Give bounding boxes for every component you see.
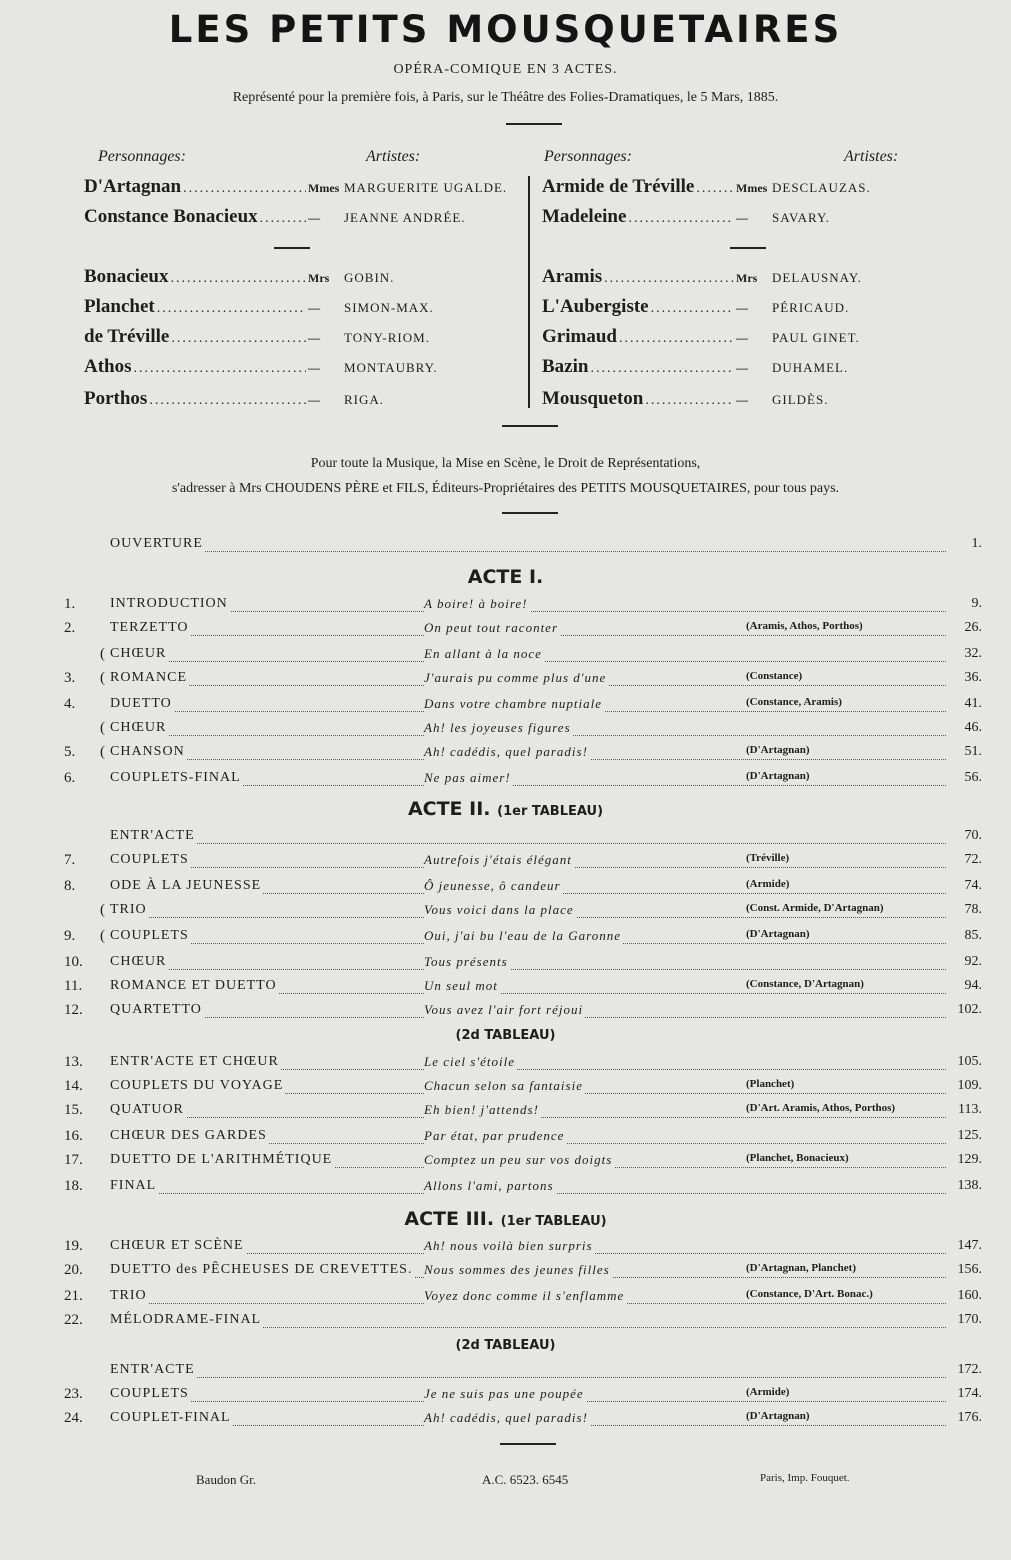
singers: (Aramis, Athos, Porthos) [746, 620, 863, 632]
page-number: 170. [957, 1312, 982, 1327]
artist-name: DUHAMEL. [772, 360, 849, 375]
number: 22. [64, 1312, 83, 1328]
role-name: Porthos [84, 388, 148, 409]
incipit: Oui, j'ai bu l'eau de la Garonne [424, 928, 622, 943]
piece-title: DUETTO DE L'ARITHMÉTIQUE [110, 1152, 333, 1167]
artist-name: GOBIN. [344, 270, 395, 285]
cast-row [84, 388, 524, 414]
singers: (D'Artagnan) [746, 928, 810, 940]
singers: (D'Artagnan) [746, 770, 810, 782]
page-number: 36. [964, 670, 982, 685]
honorific: — [308, 331, 320, 345]
cast-row [542, 326, 952, 352]
contents-row [64, 828, 986, 852]
act-3-tableau-1: (1er TABLEAU) [500, 1214, 607, 1229]
leader-dots [645, 393, 734, 409]
page-number: 160. [957, 1288, 982, 1303]
number: 11. [64, 978, 83, 994]
page-number: 129. [957, 1152, 982, 1167]
page-number: 41. [964, 696, 982, 711]
piece-title: TRIO [110, 902, 147, 917]
artist-name: DESCLAUZAS. [772, 180, 871, 195]
number: 3. [64, 670, 76, 686]
singers: (Constance, Aramis) [746, 696, 842, 708]
role-name: Armide de Tréville [542, 176, 695, 197]
cast-column-divider [528, 176, 530, 408]
singers: (Planchet) [746, 1078, 795, 1090]
brace: ( [100, 744, 105, 760]
role-name: Bonacieux [84, 266, 169, 287]
number: 21. [64, 1288, 83, 1304]
page-number: 176. [957, 1410, 982, 1425]
piece-title: FINAL [110, 1178, 157, 1193]
page-number: 46. [964, 720, 982, 735]
piece-title: DUETTO [110, 696, 172, 711]
leader-dots [171, 331, 306, 347]
contents-row [64, 1102, 986, 1126]
number: 8. [64, 878, 76, 894]
piece-title: ENTR'ACTE ET CHŒUR [110, 1054, 279, 1069]
page-number: 72. [964, 852, 982, 867]
contents-row [64, 1410, 986, 1434]
contents-row [64, 744, 986, 768]
number: 2. [64, 620, 76, 636]
number: 19. [64, 1238, 83, 1254]
number: 14. [64, 1078, 83, 1094]
page-number: 32. [964, 646, 982, 661]
incipit: Je ne suis pas une poupée [424, 1386, 584, 1401]
act-1-heading: ACTE I. [467, 566, 544, 588]
page-title: LES PETITS MOUSQUETAIRES [168, 8, 843, 51]
number: 1. [64, 596, 76, 612]
incipit: Tous présents [424, 954, 508, 969]
number: 16. [64, 1128, 83, 1144]
incipit: Un seul mot [424, 978, 498, 993]
cast-row [542, 356, 952, 382]
incipit: Chacun selon sa fantaisie [424, 1078, 583, 1093]
honorific: — [736, 211, 748, 225]
page-number: 113. [958, 1102, 982, 1117]
honorific: — [308, 361, 320, 375]
page-number: 9. [971, 596, 982, 611]
incipit: En allant à la noce [424, 646, 542, 661]
plate-number: A.C. 6523. 6545 [482, 1472, 569, 1487]
incipit: On peut tout raconter [424, 620, 559, 635]
number: 6. [64, 770, 76, 786]
incipit: Eh bien! j'attends! [424, 1102, 539, 1117]
number: 20. [64, 1262, 83, 1278]
incipit: Ne pas aimer! [424, 770, 511, 785]
contents-row [64, 596, 986, 620]
contents-row [64, 1078, 986, 1102]
role-name: Bazin [542, 356, 589, 377]
cast-row [84, 326, 524, 352]
cast-row [84, 206, 524, 232]
act-2-heading [0, 798, 1011, 820]
contents-row [64, 1152, 986, 1176]
piece-title: COUPLET-FINAL [110, 1410, 231, 1425]
number: 15. [64, 1102, 83, 1118]
honorific: — [736, 393, 748, 407]
number: 5. [64, 744, 76, 760]
singers: (Const. Armide, D'Artagnan) [746, 902, 884, 914]
cast-row [542, 388, 952, 414]
piece-title: COUPLETS-FINAL [110, 770, 241, 785]
incipit: Vous voici dans la place [424, 902, 574, 917]
number: 9. [64, 928, 76, 944]
piece-title: CHANSON [110, 744, 185, 759]
contents-row [64, 1312, 986, 1336]
page-number: 102. [957, 1002, 982, 1017]
publisher-line-1: Pour toute la Musique, la Mise en Scène, le Droit de Représentations, [310, 456, 701, 471]
contents-row [64, 1002, 986, 1026]
contents-row [64, 978, 986, 1002]
incipit: Allons l'ami, partons [424, 1178, 554, 1193]
honorific: — [736, 361, 748, 375]
incipit: J'aurais pu comme plus d'une [424, 670, 607, 685]
singers: (D'Artagnan) [746, 744, 810, 756]
incipit: Dans votre chambre nuptiale [424, 696, 603, 711]
piece-title: ROMANCE ET DUETTO [110, 978, 277, 993]
act-3-heading [0, 1208, 1011, 1230]
contents-row [64, 1386, 986, 1410]
cast-row [542, 296, 952, 322]
cast-row [84, 356, 524, 382]
contents-row [64, 852, 986, 876]
incipit: Ô jeunesse, ô candeur [424, 878, 561, 893]
contents-row [64, 954, 986, 978]
piece-title: MÉLODRAME-FINAL [110, 1312, 262, 1327]
contents-row [64, 696, 986, 720]
number: 17. [64, 1152, 83, 1168]
page-number: 174. [957, 1386, 982, 1401]
contents-row [64, 670, 986, 694]
artist-name: SAVARY. [772, 210, 830, 225]
piece-title: ENTR'ACTE [110, 1362, 195, 1377]
singers: (Constance, D'Art. Bonac.) [746, 1288, 873, 1300]
page-number: 125. [957, 1128, 982, 1143]
artist-name: DELAUSNAY. [772, 270, 862, 285]
cast-row [84, 176, 524, 202]
act-2-tableau-1: (1er TABLEAU) [497, 804, 604, 819]
contents-row [64, 620, 986, 644]
page-number: 94. [964, 978, 982, 993]
role-name: Madeleine [542, 206, 627, 227]
honorific: — [736, 301, 748, 315]
subtitle: OPÉRA-COMIQUE EN 3 ACTES. [393, 62, 618, 77]
leader-dots [260, 211, 306, 227]
premiere-note: Représenté pour la première fois, à Paris, sur le Théâtre des Folies-Dramatiques, le 5 Mars, 1885. [232, 90, 779, 105]
role-name: Athos [84, 356, 132, 377]
incipit: Voyez donc comme il s'enflamme [424, 1288, 625, 1303]
engraver-credit: Baudon Gr. [196, 1472, 256, 1487]
honorific: — [308, 393, 320, 407]
incipit: Vous avez l'air fort réjoui [424, 1002, 584, 1017]
cast-heading-personnages-left: Personnages: [98, 148, 186, 165]
brace: ( [100, 720, 105, 736]
cast-heading-artistes-left: Artistes: [366, 148, 421, 165]
role-name: Mousqueton [542, 388, 644, 409]
page-number: 156. [957, 1262, 982, 1277]
cast-row [542, 176, 952, 202]
piece-title: COUPLETS [110, 852, 189, 867]
incipit: Comptez un peu sur vos doigts [424, 1152, 613, 1167]
piece-title: CHŒUR [110, 954, 167, 969]
incipit: A boire! à boire! [424, 596, 528, 611]
act-3-title: ACTE III. [404, 1208, 495, 1230]
cast-heading-personnages-right: Personnages: [544, 148, 632, 165]
leader-dots [628, 211, 734, 227]
page-number: 74. [964, 878, 982, 893]
printer-credit: Paris, Imp. Fouquet. [760, 1472, 850, 1484]
contents-row [64, 878, 986, 902]
piece-title: CHŒUR [110, 646, 167, 661]
piece-title: COUPLETS DU VOYAGE [110, 1078, 284, 1093]
cast-row [84, 296, 524, 322]
divider [730, 247, 766, 249]
divider [502, 512, 558, 514]
honorific: Mmes [736, 181, 768, 195]
artist-name: PÉRICAUD. [772, 300, 850, 315]
piece-title: ODE À LA JEUNESSE [110, 878, 262, 893]
incipit: Le ciel s'étoile [424, 1054, 515, 1069]
contents-row [64, 1262, 986, 1286]
honorific: Mrs [736, 271, 758, 285]
brace: ( [100, 928, 105, 944]
leader-dots [157, 301, 306, 317]
role-name: Constance Bonacieux [84, 206, 258, 227]
incipit: Par état, par prudence [424, 1128, 565, 1143]
page-number: 1. [971, 536, 982, 551]
number: 7. [64, 852, 76, 868]
contents-row [64, 770, 986, 794]
piece-title: CHŒUR [110, 720, 167, 735]
page-number: 92. [964, 954, 982, 969]
leader-dots [619, 331, 734, 347]
leader-dots [170, 271, 306, 287]
honorific: Mrs [308, 271, 330, 285]
contents-row [64, 1362, 986, 1386]
incipit: Ah! cadédis, quel paradis! [424, 744, 588, 759]
number: 18. [64, 1178, 83, 1194]
honorific: Mmes [308, 181, 340, 195]
leader-dots [651, 301, 734, 317]
piece-title: INTRODUCTION [110, 596, 228, 611]
leader-dots [134, 361, 306, 377]
act-2-tableau-2: (2d TABLEAU) [455, 1028, 556, 1043]
role-name: Aramis [542, 266, 603, 287]
piece-title: DUETTO des PÊCHEUSES DE CREVETTES. [110, 1262, 413, 1277]
divider [274, 247, 310, 249]
incipit: Ah! nous voilà bien surpris [424, 1238, 593, 1253]
piece-title: CHŒUR DES GARDES [110, 1128, 267, 1143]
artist-name: MONTAUBRY. [344, 360, 438, 375]
divider [502, 425, 558, 427]
page-number: 105. [957, 1054, 982, 1069]
artist-name: JEANNE ANDRÉE. [344, 210, 466, 225]
page-number: 56. [964, 770, 982, 785]
singers: (Tréville) [746, 852, 790, 864]
leader-dots [590, 361, 734, 377]
number: 4. [64, 696, 76, 712]
contents-row [64, 902, 986, 926]
piece-title: COUPLETS [110, 928, 189, 943]
divider [506, 123, 562, 125]
piece-title: TERZETTO [110, 620, 189, 635]
brace: ( [100, 646, 105, 662]
publisher-line-2: s'adresser à Mrs CHOUDENS PÈRE et FILS, Éditeurs-Propriétaires des PETITS MOUSQUETAIRES, pour tous pays. [171, 481, 840, 496]
singers: (Armide) [746, 1386, 790, 1398]
role-name: Planchet [84, 296, 155, 317]
piece-title: COUPLETS [110, 1386, 189, 1401]
piece-title: TRIO [110, 1288, 147, 1303]
page-number: 51. [964, 744, 982, 759]
leader-dots [696, 181, 734, 197]
piece-title: ENTR'ACTE [110, 828, 195, 843]
contents-row-overture [64, 536, 986, 560]
singers: (D'Artagnan) [746, 1410, 810, 1422]
role-name: L'Aubergiste [542, 296, 649, 317]
piece-title: QUARTETTO [110, 1002, 202, 1017]
number: 23. [64, 1386, 83, 1402]
contents-row [64, 1128, 986, 1152]
incipit: Nous sommes des jeunes filles [424, 1262, 610, 1277]
page-number: 138. [957, 1178, 982, 1193]
role-name: Grimaud [542, 326, 617, 347]
act-2-title: ACTE II. [407, 798, 491, 820]
incipit: Autrefois j'étais élégant [424, 852, 572, 867]
number: 13. [64, 1054, 83, 1070]
artist-name: GILDÈS. [772, 392, 829, 407]
cast-row [542, 266, 952, 292]
singers: (D'Artagnan, Planchet) [746, 1262, 856, 1274]
role-name: de Tréville [84, 326, 170, 347]
leader-dots [149, 393, 306, 409]
page-number: 147. [957, 1238, 982, 1253]
contents-row [64, 720, 986, 744]
piece-title: ROMANCE [110, 670, 188, 685]
piece-title: QUATUOR [110, 1102, 184, 1117]
brace: ( [100, 902, 105, 918]
contents-row [64, 1238, 986, 1262]
incipit: Ah! les joyeuses figures [424, 720, 571, 735]
brace: ( [100, 670, 105, 686]
honorific: — [308, 211, 320, 225]
incipit: Ah! cadédis, quel paradis! [424, 1410, 588, 1425]
page-number: 70. [964, 828, 982, 843]
page-number: 172. [957, 1362, 982, 1377]
page-number: 109. [957, 1078, 982, 1093]
leader-dots [183, 181, 306, 197]
singers: (Armide) [746, 878, 790, 890]
leader-dots [604, 271, 734, 287]
contents-row [64, 1054, 986, 1078]
artist-name: TONY-RIOM. [344, 330, 430, 345]
contents-row [64, 1178, 986, 1202]
singers: (Planchet, Bonacieux) [746, 1152, 849, 1164]
cast-heading-artistes-right: Artistes: [844, 148, 899, 165]
contents-row [64, 928, 986, 952]
piece-title: OUVERTURE [110, 536, 203, 551]
page-number: 85. [964, 928, 982, 943]
cast-row [542, 206, 952, 232]
contents-row [64, 646, 986, 670]
role-name: D'Artagnan [84, 176, 182, 197]
honorific: — [308, 301, 320, 315]
act-3-tableau-2: (2d TABLEAU) [455, 1338, 556, 1353]
page-number: 78. [964, 902, 982, 917]
artist-name: PAUL GINET. [772, 330, 860, 345]
cast-row [84, 266, 524, 292]
artist-name: RIGA. [344, 392, 385, 407]
singers: (Constance) [746, 670, 803, 682]
number: 24. [64, 1410, 83, 1426]
singers: (D'Art. Aramis, Athos, Porthos) [746, 1102, 896, 1114]
singers: (Constance, D'Artagnan) [746, 978, 864, 990]
artist-name: MARGUERITE UGALDE. [344, 180, 508, 195]
divider [500, 1443, 556, 1445]
page-number: 26. [964, 620, 982, 635]
contents-row [64, 1288, 986, 1312]
piece-title: CHŒUR ET SCÈNE [110, 1238, 244, 1253]
number: 12. [64, 1002, 83, 1018]
artist-name: SIMON-MAX. [344, 300, 434, 315]
number: 10. [64, 954, 83, 970]
honorific: — [736, 331, 748, 345]
